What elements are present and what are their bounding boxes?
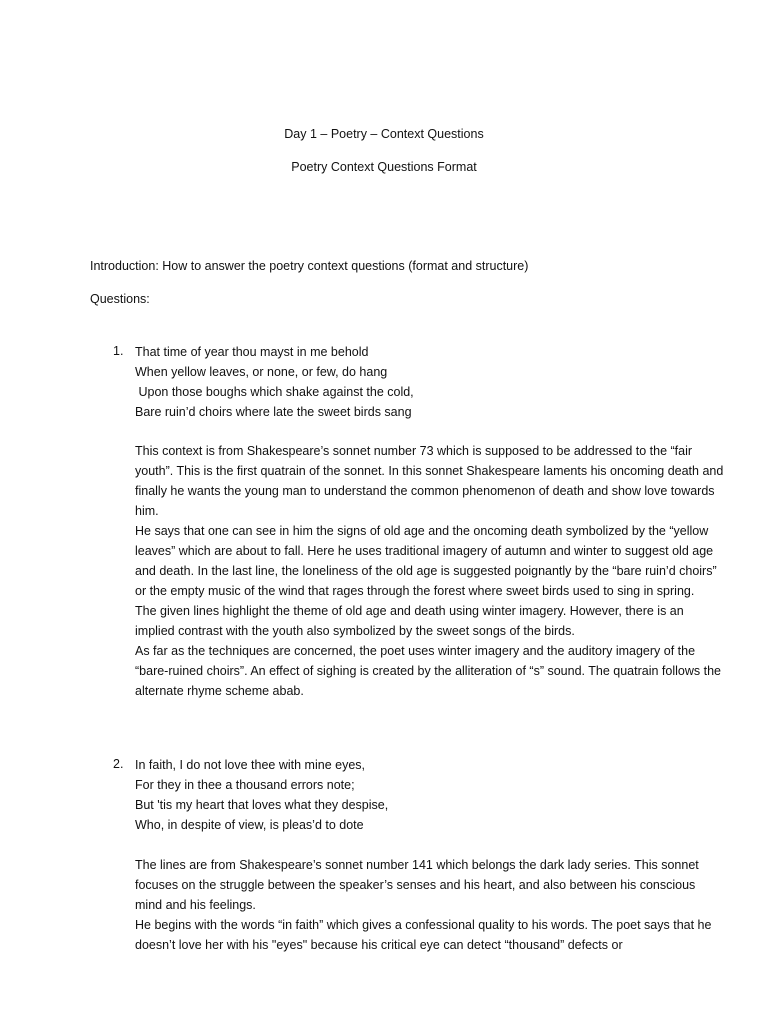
document-title: Day 1 – Poetry – Context Questions (284, 127, 484, 141)
verse-line: For they in thee a thousand errors note; (135, 778, 355, 792)
question-1-verse (135, 342, 725, 422)
commentary-paragraph: He begins with the words “in faith” which gives a confessional quality to his words. The poet says that he doesn’t love her with his "eyes" because his critical eye can detect “thousand” defects or (135, 918, 712, 952)
commentary-paragraph: The lines are from Shakespeare’s sonnet number 141 which belongs the dark lady series. This sonnet focuses on the struggle between the speaker’s senses and his heart, and also between his conscious mind and his feelings. (135, 858, 699, 912)
verse-line: When yellow leaves, or none, or few, do hang (135, 365, 388, 379)
verse-line: But 'tis my heart that loves what they despise, (135, 798, 389, 812)
verse-line: Upon those boughs which shake against the cold, (135, 385, 414, 399)
verse-line: Who, in despite of view, is pleas’d to dote (135, 818, 364, 832)
question-1-commentary (135, 441, 725, 701)
commentary-paragraph: This context is from Shakespeare’s sonnet number 73 which is supposed to be addressed to the “fair youth”. This is the first quatrain of the sonnet. In this sonnet Shakespeare laments his oncoming death and finally he wants the young man to understand the common phenomenon of death and show love towards him. (135, 444, 724, 518)
commentary-paragraph: He says that one can see in him the signs of old age and the oncoming death symbolized by the “yellow leaves” which are about to fall. Here he uses traditional imagery of autumn and winter to suggest old age and death. In the last line, the loneliness of the old age is suggested poignantly by the “bare ruin’d choirs” or the empty music of the wind that rages through the forest where sweet birds used to sing in spring. (135, 524, 717, 598)
commentary-paragraph: As far as the techniques are concerned, the poet uses winter imagery and the auditory imagery of the “bare-ruined choirs”. An effect of sighing is created by the alliteration of “s” sound. The quatrain follows the alternate rhyme scheme abab. (135, 644, 721, 698)
question-2-verse (135, 755, 725, 835)
commentary-paragraph: The given lines highlight the theme of old age and death using winter imagery. However, there is an implied contrast with the youth also symbolized by the sweet songs of the birds. (135, 604, 684, 638)
introduction-text: Introduction: How to answer the poetry context questions (format and structure) (90, 259, 529, 273)
verse-line: That time of year thou mayst in me behold (135, 345, 369, 359)
question-1-number: 1. (113, 344, 124, 358)
questions-heading: Questions: (90, 292, 150, 306)
question-2-commentary (135, 855, 725, 955)
verse-line: In faith, I do not love thee with mine eyes, (135, 758, 365, 772)
verse-line: Bare ruin’d choirs where late the sweet birds sang (135, 405, 412, 419)
document-subtitle: Poetry Context Questions Format (291, 160, 477, 174)
question-2-number: 2. (113, 757, 124, 771)
